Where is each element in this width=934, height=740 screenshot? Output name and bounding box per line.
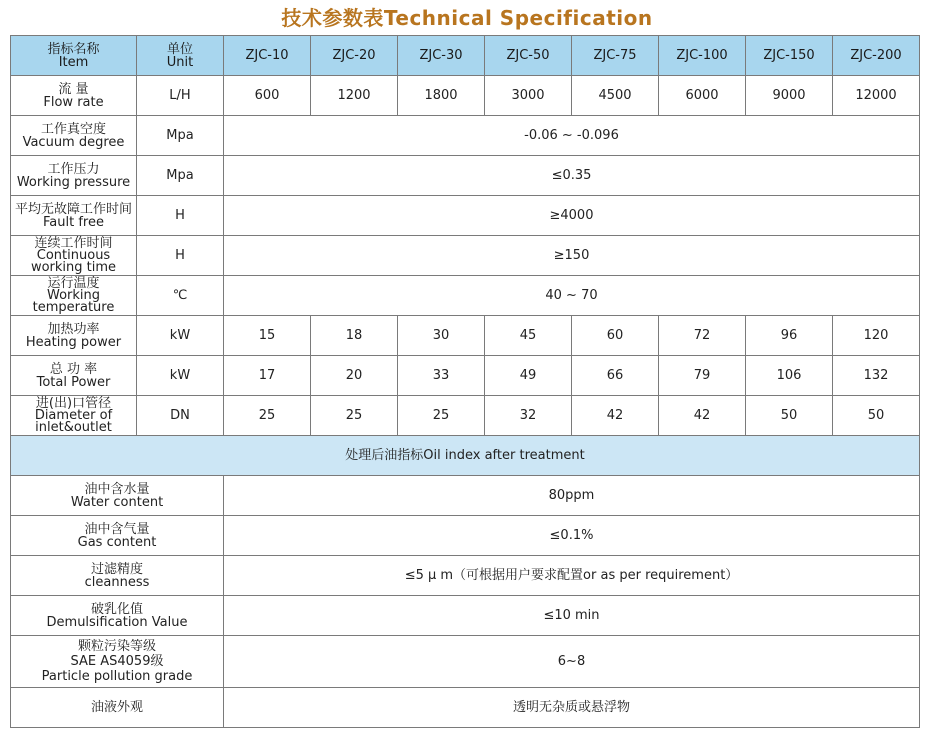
header-model: ZJC-150 [746, 36, 833, 76]
table-row-water [11, 476, 920, 516]
cell-value-merged: -0.06 ~ -0.096 [224, 116, 920, 156]
section-header-row [11, 436, 920, 476]
row-label-en: temperature [32, 299, 115, 315]
row-label-en: Water content [70, 494, 164, 510]
cell-value: 32 [485, 396, 572, 436]
cell-value: 45 [485, 316, 572, 356]
header-row [11, 36, 920, 76]
row-label-en: Heating power [25, 334, 122, 350]
header-unit [137, 36, 224, 76]
cell-value-merged: ≤10 min [224, 596, 920, 636]
cell-value: 3000 [485, 76, 572, 116]
cell-value: 30 [398, 316, 485, 356]
row-unit: H [137, 236, 224, 276]
cell-value: 25 [224, 396, 311, 436]
page-title: 技术参数表Technical Specification [281, 6, 653, 30]
table-row-temperature [11, 276, 920, 316]
cell-value: 132 [833, 356, 920, 396]
row-unit: Mpa [137, 116, 224, 156]
row-label [11, 276, 137, 316]
row-label-en: working time [30, 259, 117, 275]
row-label-en: Fault free [43, 214, 104, 230]
row-unit: kW [137, 356, 224, 396]
cell-value: 33 [398, 356, 485, 396]
row-label [11, 316, 137, 356]
cell-value-merged: ≤5 μ m（可根据用户要求配置or as per requirement） [224, 556, 920, 596]
header-item-en: Item [58, 54, 89, 70]
cell-value-merged: ≤0.1% [224, 516, 920, 556]
row-label [11, 688, 224, 728]
cell-value: 25 [311, 396, 398, 436]
row-label-en: Continuous [36, 247, 111, 263]
cell-value: 49 [485, 356, 572, 396]
table-row-diameter [11, 396, 920, 436]
table-row-pressure [11, 156, 920, 196]
row-label [11, 116, 137, 156]
cell-value: 25 [398, 396, 485, 436]
row-label-en: Flow rate [43, 94, 104, 110]
row-label-en: SAE AS4059级 [70, 654, 164, 669]
row-label-zh: 破乳化值 [90, 601, 143, 617]
row-label-en: inlet&outlet [35, 419, 112, 435]
cell-value: 12000 [833, 76, 920, 116]
cell-value: 96 [746, 316, 833, 356]
cell-value: 9000 [746, 76, 833, 116]
table-row-gas [11, 516, 920, 556]
table-row-heating [11, 316, 920, 356]
row-label [11, 196, 137, 236]
row-label-zh: 运行温度 [47, 275, 100, 291]
row-label-zh: 颗粒污染等级 [77, 639, 156, 654]
cell-value-merged: ≥4000 [224, 196, 920, 236]
header-model: ZJC-30 [398, 36, 485, 76]
row-unit: H [137, 196, 224, 236]
row-label-zh: 总 功 率 [49, 361, 98, 377]
row-label-en: Total Power [36, 374, 111, 390]
header-model: ZJC-20 [311, 36, 398, 76]
row-unit: kW [137, 316, 224, 356]
row-label [11, 236, 137, 276]
cell-value: 1800 [398, 76, 485, 116]
row-label-zh: 加热功率 [47, 321, 100, 337]
cell-value: 72 [659, 316, 746, 356]
header-unit-zh: 单位 [166, 41, 193, 57]
row-label-zh: 连续工作时间 [34, 235, 113, 251]
row-label [11, 556, 224, 596]
row-unit: DN [137, 396, 224, 436]
cell-value-merged: ≤0.35 [224, 156, 920, 196]
cell-value-merged: 透明无杂质或悬浮物 [224, 688, 920, 728]
row-label-en: Diameter of [34, 407, 113, 423]
cell-value: 42 [659, 396, 746, 436]
table-row-demulsification [11, 596, 920, 636]
cell-value: 18 [311, 316, 398, 356]
cell-value: 20 [311, 356, 398, 396]
cell-value: 1200 [311, 76, 398, 116]
row-label [11, 396, 137, 436]
row-label [11, 356, 137, 396]
row-label [11, 636, 224, 688]
table-row-particle [11, 636, 920, 688]
row-label [11, 516, 224, 556]
header-model: ZJC-10 [224, 36, 311, 76]
spec-table [10, 35, 920, 728]
table-row-appearance [11, 688, 920, 728]
cell-value: 50 [746, 396, 833, 436]
table-row-vacuum [11, 116, 920, 156]
row-label-zh: 油中含水量 [84, 481, 150, 497]
row-label-zh: 油中含气量 [84, 521, 150, 537]
cell-value: 66 [572, 356, 659, 396]
cell-value-merged: 40 ~ 70 [224, 276, 920, 316]
cell-value-merged: 80ppm [224, 476, 920, 516]
table-row-flow [11, 76, 920, 116]
row-unit: L/H [137, 76, 224, 116]
table-row-total [11, 356, 920, 396]
header-model: ZJC-50 [485, 36, 572, 76]
row-label [11, 476, 224, 516]
table-row-continuous [11, 236, 920, 276]
cell-value: 106 [746, 356, 833, 396]
row-label-zh: 流 量 [58, 81, 89, 97]
row-label [11, 156, 137, 196]
header-item [11, 36, 137, 76]
row-label-zh: 平均无故障工作时间 [14, 201, 132, 217]
row-label-zh: 油液外观 [90, 700, 143, 715]
row-label-en: Particle pollution grade [41, 669, 193, 684]
row-label-en: Working [46, 287, 101, 303]
header-model: ZJC-100 [659, 36, 746, 76]
table-row-cleanness [11, 556, 920, 596]
row-label-zh: 过滤精度 [90, 561, 143, 577]
row-unit: ℃ [137, 276, 224, 316]
header-unit-en: Unit [166, 54, 194, 70]
row-label-zh: 工作真空度 [40, 121, 106, 137]
cell-value: 79 [659, 356, 746, 396]
row-label [11, 596, 224, 636]
row-label-en: Working pressure [16, 174, 131, 190]
cell-value: 17 [224, 356, 311, 396]
cell-value: 42 [572, 396, 659, 436]
cell-value: 60 [572, 316, 659, 356]
header-model: ZJC-200 [833, 36, 920, 76]
header-item-zh: 指标名称 [47, 41, 100, 57]
row-unit: Mpa [137, 156, 224, 196]
row-label-zh: 工作压力 [47, 161, 100, 177]
cell-value: 120 [833, 316, 920, 356]
table-row-fault [11, 196, 920, 236]
cell-value: 6000 [659, 76, 746, 116]
row-label-en: Demulsification Value [46, 614, 188, 630]
cell-value: 15 [224, 316, 311, 356]
row-label [11, 76, 137, 116]
cell-value: 600 [224, 76, 311, 116]
row-label-en: Vacuum degree [22, 134, 125, 150]
row-label-en: Gas content [77, 534, 157, 550]
section-header: 处理后油指标Oil index after treatment [11, 436, 920, 476]
cell-value-merged: 6~8 [224, 636, 920, 688]
row-label-zh: 进(出)口管径 [35, 395, 112, 411]
header-model: ZJC-75 [572, 36, 659, 76]
cell-value: 4500 [572, 76, 659, 116]
row-label-en: cleanness [84, 574, 150, 590]
cell-value-merged: ≥150 [224, 236, 920, 276]
cell-value: 50 [833, 396, 920, 436]
